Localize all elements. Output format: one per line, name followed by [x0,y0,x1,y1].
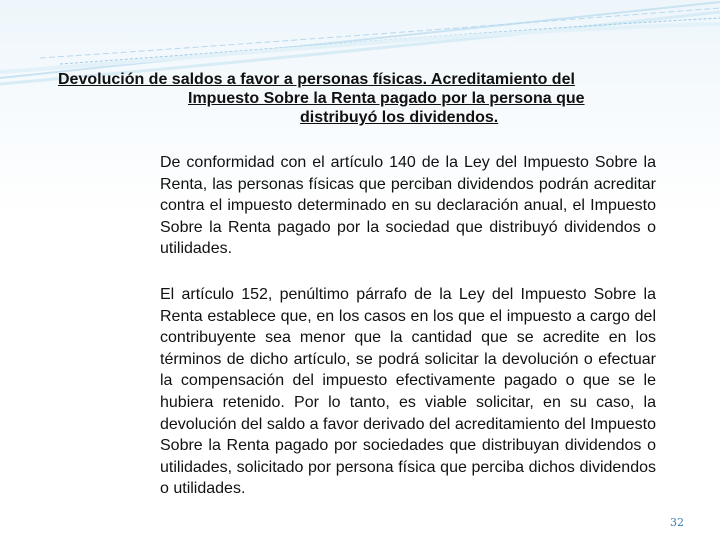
title-line-2: Impuesto Sobre la Renta pagado por la persona que [188,90,585,107]
paragraph-article-140: De conformidad con el artículo 140 de la Ley del Impuesto Sobre la Renta, las personas físicas que perciban dividendos podrán acreditar contra el impuesto determinado en su declaración anual, el Impuesto Sobre la Renta pagado por la sociedad que distribuyó dividendos o utilidades. [160,154,656,258]
slide-title [40,70,680,127]
slide-number: 32 [670,516,684,529]
title-line-3: distribuyó los dividendos. [300,109,499,126]
title-line-1: Devolución de saldos a favor a personas físicas. Acreditamiento del [58,71,575,88]
paragraph-article-152: El artículo 152, penúltimo párrafo de la Ley del Impuesto Sobre la Renta establece que, en los casos en los que el impuesto a cargo del contribuyente sea menor que la cantidad que se acredite en los términos de dicho artículo, se podrá solicitar la devolución o efectuar la compensación del impuesto efectivamente pagado o que se le hubiera retenido. Por lo tanto, es viable solicitar, en su caso, la devolución del saldo a favor derivado del acreditamiento del Impuesto Sobre la Renta pagado por sociedades que distribuyan dividendos o utilidades, solicitado por persona física que perciba dichos dividendos o utilidades. [160,286,656,498]
